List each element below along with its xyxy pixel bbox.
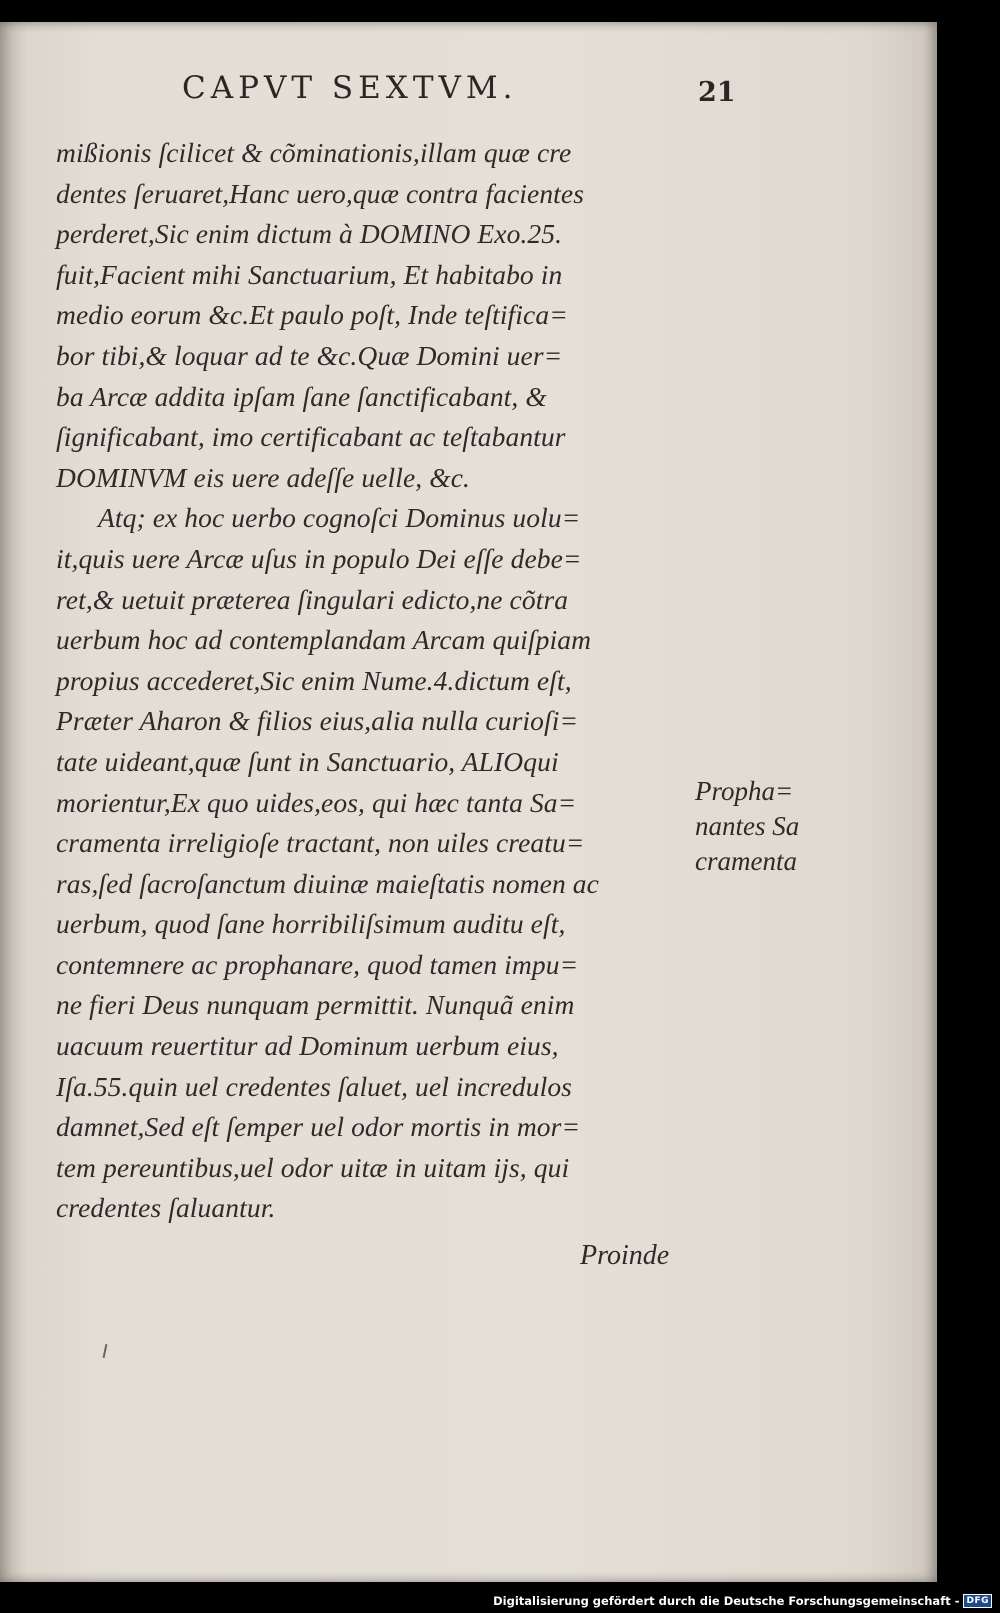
text-line: damnet,Sed eſt ſemper uel odor mortis in mor=	[56, 1111, 581, 1143]
text-line: dentes ſeruaret,Hanc uero,quæ contra facientes	[56, 177, 585, 209]
text-line: Atq; ex hoc uerbo cognoſci Dominus uolu=	[98, 502, 581, 534]
marginal-note	[695, 774, 835, 879]
text-line: uacuum reuertitur ad Dominum uerbum eius,	[56, 1030, 559, 1062]
text-line: medio eorum &c.Et paulo poſt, Inde teſtifica=	[56, 299, 568, 331]
credit-text: Digitalisierung gefördert durch die Deutsche Forschungsgemeinschaft -	[493, 1594, 960, 1608]
text-line: perderet,Sic enim dictum à DOMINO Exo.25.	[56, 218, 563, 250]
text-line: ras,ſed ſacroſanctum diuinæ maieſtatis nomen ac	[56, 867, 599, 899]
text-line: mißionis ſcilicet & cõminationis,illam quæ cre	[56, 137, 572, 168]
text-line: uerbum, quod ſane horribiliſsimum auditu eſt,	[56, 908, 566, 940]
text-line: tem pereuntibus,uel odor uitæ in uitam ijs, qui	[56, 1151, 570, 1183]
text-line: Præter Aharon & filios eius,alia nulla curioſi=	[56, 705, 579, 737]
book-page	[0, 22, 937, 1582]
text-line: it,quis uere Arcæ uſus in populo Dei eſſe debe=	[56, 542, 582, 574]
body-text	[56, 133, 696, 1229]
text-line: ret,& uetuit præterea ſingulari edicto,ne cõtra	[56, 583, 569, 615]
text-line: cramenta irreligioſe tractant, non uiles creatu=	[56, 827, 585, 859]
text-line: contemnere ac prophanare, quod tamen impu=	[56, 948, 579, 980]
text-line: morientur,Ex quo uides,eos, qui hæc tanta Sa=	[56, 786, 577, 818]
catchword: Proinde	[580, 1240, 670, 1271]
text-line: ſignificabant, imo certificabant ac teſtabantur	[56, 421, 566, 453]
digitization-credit	[493, 1591, 992, 1611]
text-line: Iſa.55.quin uel credentes ſaluet, uel incredulos	[56, 1070, 572, 1102]
marginal-note-line: cramenta	[695, 846, 797, 876]
text-line: propius accederet,Sic enim Nume.4.dictum eſt,	[56, 664, 572, 696]
dfg-logo: DFG	[963, 1594, 992, 1608]
text-line: fuit,Facient mihi Sanctuarium, Et habitabo in	[56, 258, 563, 290]
page-number: 21	[698, 77, 736, 108]
text-line: uerbum hoc ad contemplandam Arcam quiſpiam	[56, 624, 592, 656]
text-line: bor tibi,& loquar ad te &c.Quæ Domini uer=	[56, 339, 563, 371]
text-line: DOMINVM eis uere adeſſe uelle, &c.	[56, 461, 470, 493]
text-line: ne fieri Deus nunquam permittit. Nunquã enim	[56, 989, 575, 1021]
running-title: CAPVT SEXTVM.	[182, 70, 518, 106]
marginal-note-line: Propha=	[695, 776, 794, 806]
text-line: credentes ſaluantur.	[56, 1192, 276, 1224]
ink-mark	[103, 1344, 108, 1358]
marginal-note-line: nantes Sa	[695, 811, 800, 841]
text-line: ba Arcæ addita ipſam ſane ſanctificabant, &	[56, 380, 547, 412]
text-line: tate uideant,quæ ſunt in Sanctuario, ALIOqui	[56, 745, 559, 777]
